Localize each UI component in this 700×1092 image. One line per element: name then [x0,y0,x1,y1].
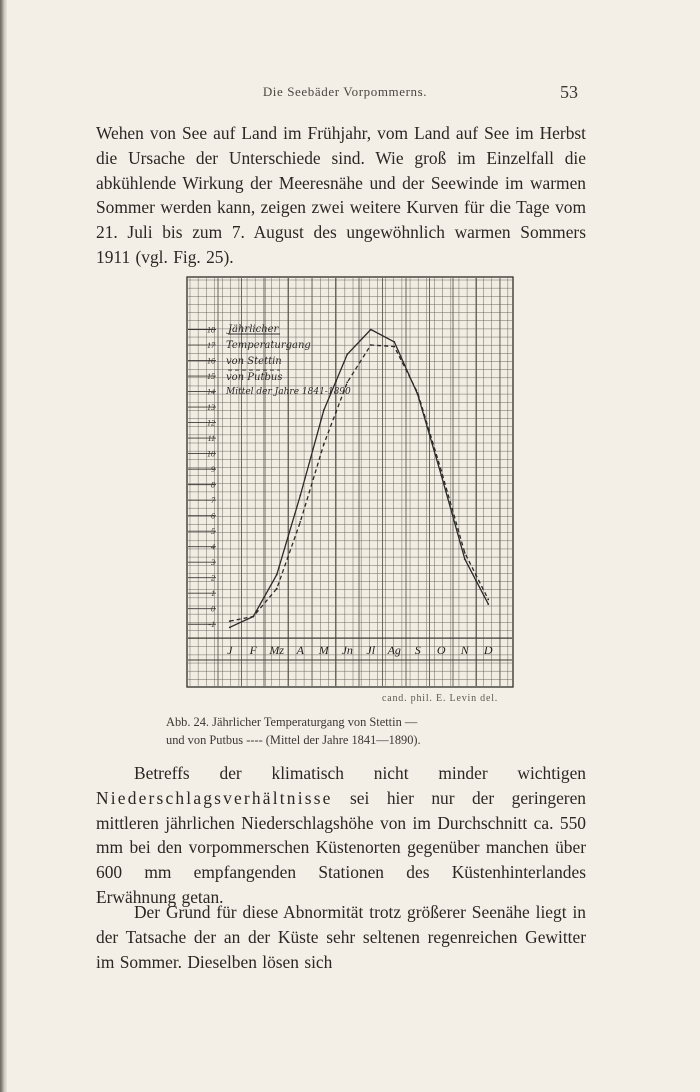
x-tick-label: O [436,643,446,657]
x-tick-label: Jl [366,643,376,657]
x-tick-label: Ag [387,643,401,657]
data-point-putbus [440,470,442,472]
data-point-putbus [229,620,231,622]
data-point-stettin [370,329,372,331]
x-tick-label: M [318,643,329,657]
data-point-stettin [276,574,278,576]
data-point-stettin [464,558,466,560]
y-tick-label: 5 [211,527,215,537]
data-point-putbus [323,443,325,445]
y-tick-label: 9 [211,465,215,475]
y-tick-label: 11 [207,434,215,444]
chart-frame [187,277,513,687]
temperature-chart [186,276,514,688]
x-tick-label: J [227,643,233,657]
data-point-stettin [346,353,348,355]
x-tick-label: S [414,643,421,657]
x-tick-label: N [460,643,469,657]
legend-line-4: von Putbus [226,372,283,383]
legend-line-5: Mittel der Jahre 1841-1890 [226,387,351,397]
data-point-putbus [276,588,278,590]
y-tick-label: 18 [207,325,215,335]
y-tick-label: 16 [207,356,215,366]
data-point-stettin [487,603,489,605]
paragraph-2 [96,761,586,910]
y-tick-label: 12 [207,418,215,428]
y-tick-label: 0 [211,604,215,614]
paragraph-1: Wehen von See auf Land im Frühjahr, vom Land auf See im Herbst die Ursache der Unterschiede sind. Wie groß im Einzelfall die abkühlende Wirkung der Meeresnähe und der Seewinde im warmen Sommer werden kann, zeigen zwei weitere Kurven für die Tage vom 21. Juli bis zum 7. August des ungewöhnlich warmen Sommers 1911 (vgl. Fig. 25). [96,123,586,267]
legend-line-2: Temperaturgang [226,340,311,351]
data-point-putbus [487,599,489,601]
x-tick-label: D [483,643,493,657]
running-title: Die Seebäder Vorpommerns. [262,84,428,99]
figure-caption-line-2: und von Putbus ---- (Mittel der Jahre 1841—1890). [166,733,421,747]
x-tick-label: Mz [269,643,285,657]
x-tick-label: F [249,643,257,657]
temperature-chart-figure [186,276,514,688]
y-tick-label: 8 [211,480,215,490]
data-point-putbus [299,521,301,523]
data-point-putbus [252,616,254,618]
y-tick-label: 2 [211,573,215,583]
data-point-stettin [323,409,325,411]
data-point-stettin [393,341,395,343]
data-point-stettin [299,495,301,497]
y-tick-label: 1 [211,589,215,599]
y-tick-label: 3 [211,558,215,568]
y-tick-label: 15 [207,372,215,382]
y-tick-label: 10 [207,449,215,459]
y-tick-label: 6 [211,511,215,521]
y-tick-label: 13 [207,403,215,413]
y-tick-label: 4 [211,542,215,552]
paragraph-2-rest: sei hier nur der geringeren mittleren jährlichen Niederschlagshöhe von im Durchschnitt ca. 550 mm bei den vorpommerschen Küstenorten gegenüber manchen über 600 mm empfangenden Stationen des Küstenhinterlandes Erwähnung getan. [96,787,586,907]
y-tick-label: 7 [211,496,215,506]
figure-caption-line-1: Abb. 24. Jährlicher Temperaturgang von Stettin — [166,715,418,729]
y-tick-label: 14 [207,387,215,397]
running-head [0,84,700,106]
y-tick-label: 17 [207,341,215,351]
legend-line-3: von Stettin [226,356,282,367]
x-tick-label: A [296,643,304,657]
paragraph-3: Der Grund für diese Abnormität trotz größerer Seenähe liegt in der Tatsache der an der Küste sehr seltenen regenreichen Gewitter im Sommer. Dieselben lösen sich [96,902,586,972]
figure-credit: cand. phil. E. Levin del. [382,693,499,704]
data-point-putbus [417,392,419,394]
book-binding-edge [0,0,7,1092]
legend-line-1: Jährlicher [228,324,279,335]
data-point-putbus [346,381,348,383]
paragraph-2-emphasis: Niederschlagsverhältnisse [96,787,333,808]
data-point-putbus [393,346,395,348]
data-point-stettin [229,626,231,628]
y-tick-label: -1 [208,620,215,630]
data-point-putbus [464,552,466,554]
paragraph-2-intro: Betreffs der klimatisch nicht minder wichtigen [134,763,586,783]
data-point-putbus [370,344,372,346]
page-number: 53 [560,82,578,102]
x-tick-label: Jn [341,643,353,657]
